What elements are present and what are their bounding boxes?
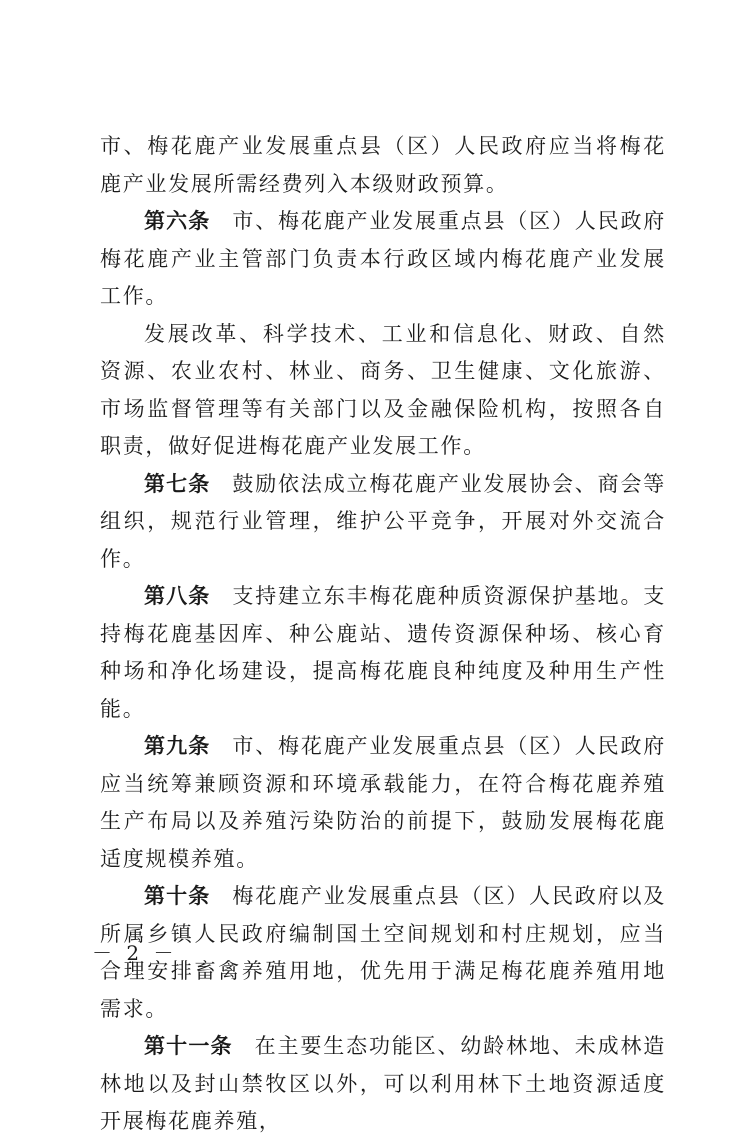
article-9	[100, 728, 666, 878]
paragraph-text: 市、梅花鹿产业发展重点县（区）人民政府应当将梅花鹿产业发展所需经费列入本级财政预算。	[100, 134, 666, 196]
article-6-paragraph-2	[100, 316, 666, 466]
article-number: 第八条	[144, 584, 211, 608]
article-7	[100, 466, 666, 579]
paragraph-text: 发展改革、科学技术、工业和信息化、财政、自然资源、农业农村、林业、商务、卫生健康、文化旅游、市场监督管理等有关部门以及金融保险机构，按照各自职责，做好促进梅花鹿产业发展工作。	[100, 321, 666, 458]
article-8	[100, 578, 666, 728]
paragraph-text: 市、梅花鹿产业发展重点县（区）人民政府梅花鹿产业主管部门负责本行政区域内梅花鹿产业发展工作。	[100, 209, 666, 308]
article-number: 第十条	[144, 884, 211, 908]
article-10	[100, 878, 666, 1028]
article-number: 第七条	[144, 471, 211, 496]
paragraph-text: 梅花鹿产业发展重点县（区）人民政府以及所属乡镇人民政府编制国土空间规划和村庄规划，应当合理安排畜禽养殖用地，优先用于满足梅花鹿养殖用地需求。	[100, 884, 666, 1021]
page-number: － 2 －	[92, 941, 178, 965]
paragraph-continuation	[100, 128, 666, 203]
paragraph-text: 鼓励依法成立梅花鹿产业发展协会、商会等组织，规范行业管理，维护公平竞争，开展对外交流合作。	[100, 471, 666, 571]
document-body	[100, 128, 666, 1141]
article-number: 第九条	[144, 734, 211, 758]
article-11	[100, 1028, 666, 1141]
article-number: 第十一条	[144, 1034, 233, 1058]
paragraph-text: 支持建立东丰梅花鹿种质资源保护基地。支持梅花鹿基因库、种公鹿站、遗传资源保种场、核心育种场和净化场建设，提高梅花鹿良种纯度及种用生产性能。	[100, 584, 666, 721]
article-number: 第六条	[144, 209, 211, 233]
paragraph-text: 市、梅花鹿产业发展重点县（区）人民政府应当统筹兼顾资源和环境承载能力，在符合梅花鹿养殖生产布局以及养殖污染防治的前提下，鼓励发展梅花鹿适度规模养殖。	[100, 734, 666, 871]
paragraph-text: 在主要生态功能区、幼龄林地、未成林造林地以及封山禁牧区以外，可以利用林下土地资源适度开展梅花鹿养殖，	[100, 1034, 666, 1133]
article-6	[100, 203, 666, 316]
